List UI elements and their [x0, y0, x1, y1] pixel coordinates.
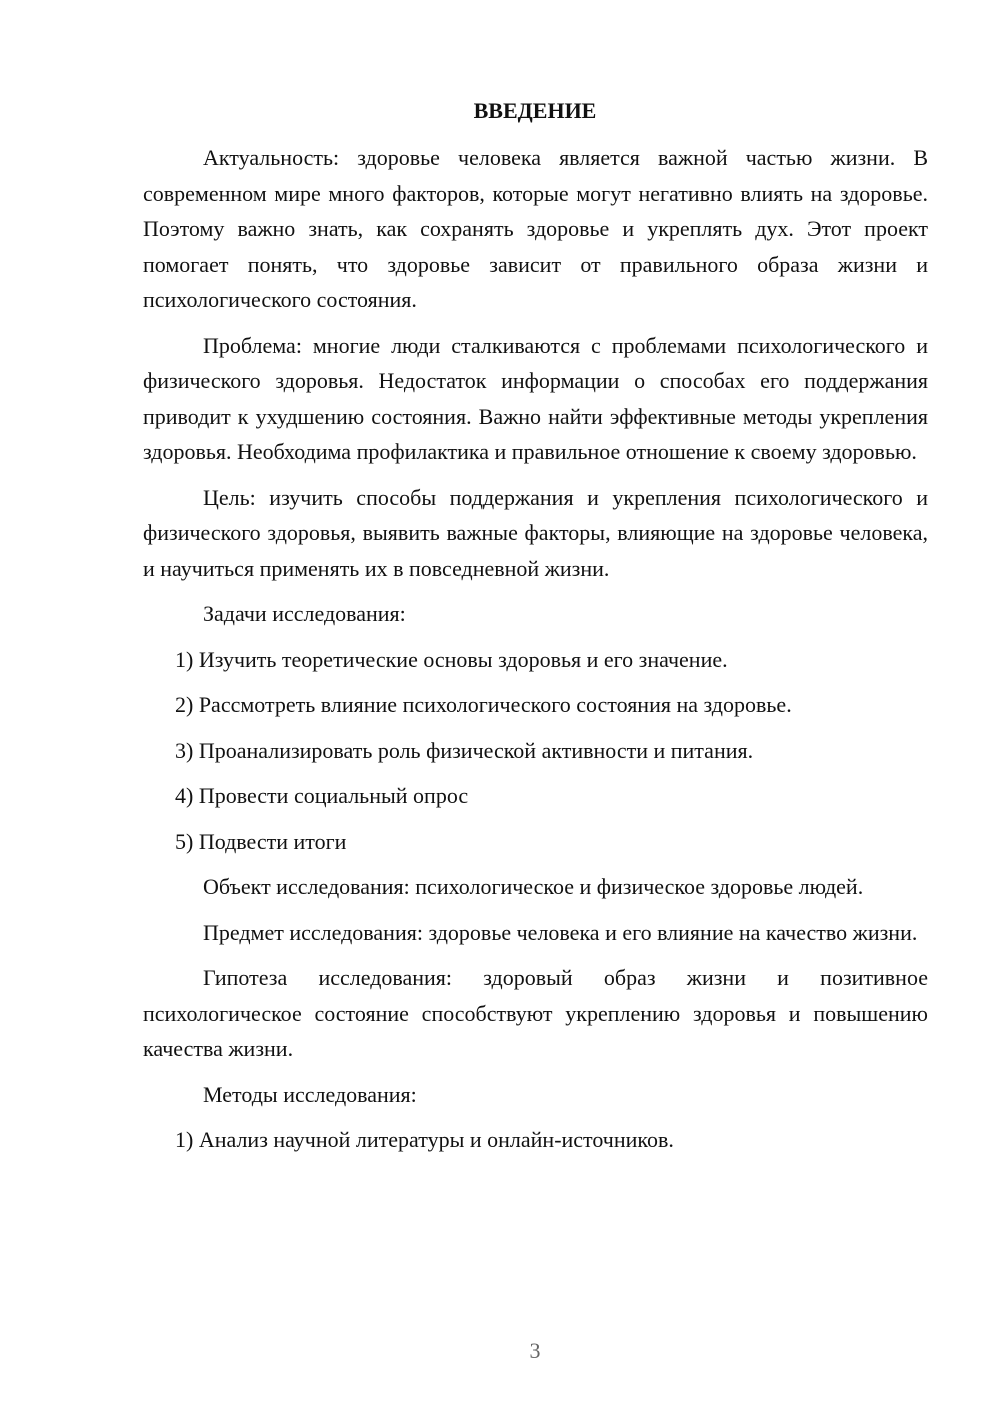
tasks-list: [143, 642, 928, 860]
page-number: 3: [529, 1338, 541, 1363]
list-item: 1) Изучить теоретические основы здоровья и его значение.: [175, 646, 728, 672]
problem-paragraph: Проблема: многие люди сталкиваются с проблемами психологического и физического здоровья. Недостаток информации о способах его поддержания приводит к ухудшению состояния. Важно найти эффективные методы укрепления здоровья. Необходима профилактика и правильное отношение к своему здоровью.: [143, 332, 928, 464]
list-item: 4) Провести социальный опрос: [175, 783, 469, 808]
methods-heading: Методы исследования:: [203, 1081, 417, 1107]
list-item: 3) Проанализировать роль физической активности и питания.: [175, 737, 754, 763]
hypothesis-paragraph: Гипотеза исследования: здоровый образ жизни и позитивное психологическое состояние способствуют укреплению здоровья и повышению качества жизни.: [143, 965, 928, 1061]
document-body: [143, 140, 928, 1168]
tasks-heading: Задачи исследования:: [203, 601, 406, 626]
object-paragraph: Объект исследования: психологическое и физическое здоровье людей.: [203, 874, 864, 899]
list-item: 2) Рассмотреть влияние психологического состояния на здоровье.: [175, 692, 792, 717]
goal-paragraph: Цель: изучить способы поддержания и укрепления психологического и физического здоровья, выявить важные факторы, влияющие на здоровье человека, и научиться применять их в повседневной жизни.: [143, 484, 928, 581]
relevance-paragraph: Актуальность: здоровье человека является важной частью жизни. В современном мире много факторов, которые могут негативно влиять на здоровье. Поэтому важно знать, как сохранять здоровье и укреплять дух. Этот проект помогает понять, что здоровье зависит от правильного образа жизни и психологического состояния.: [143, 145, 928, 312]
methods-list: [143, 1122, 928, 1158]
subject-paragraph: Предмет исследования: здоровье человека и его влияние на качество жизни.: [203, 919, 918, 945]
list-item: 5) Подвести итоги: [175, 828, 347, 854]
page-title: ВВЕДЕНИЕ: [473, 98, 597, 123]
list-item: 1) Анализ научной литературы и онлайн-источников.: [175, 1127, 674, 1152]
